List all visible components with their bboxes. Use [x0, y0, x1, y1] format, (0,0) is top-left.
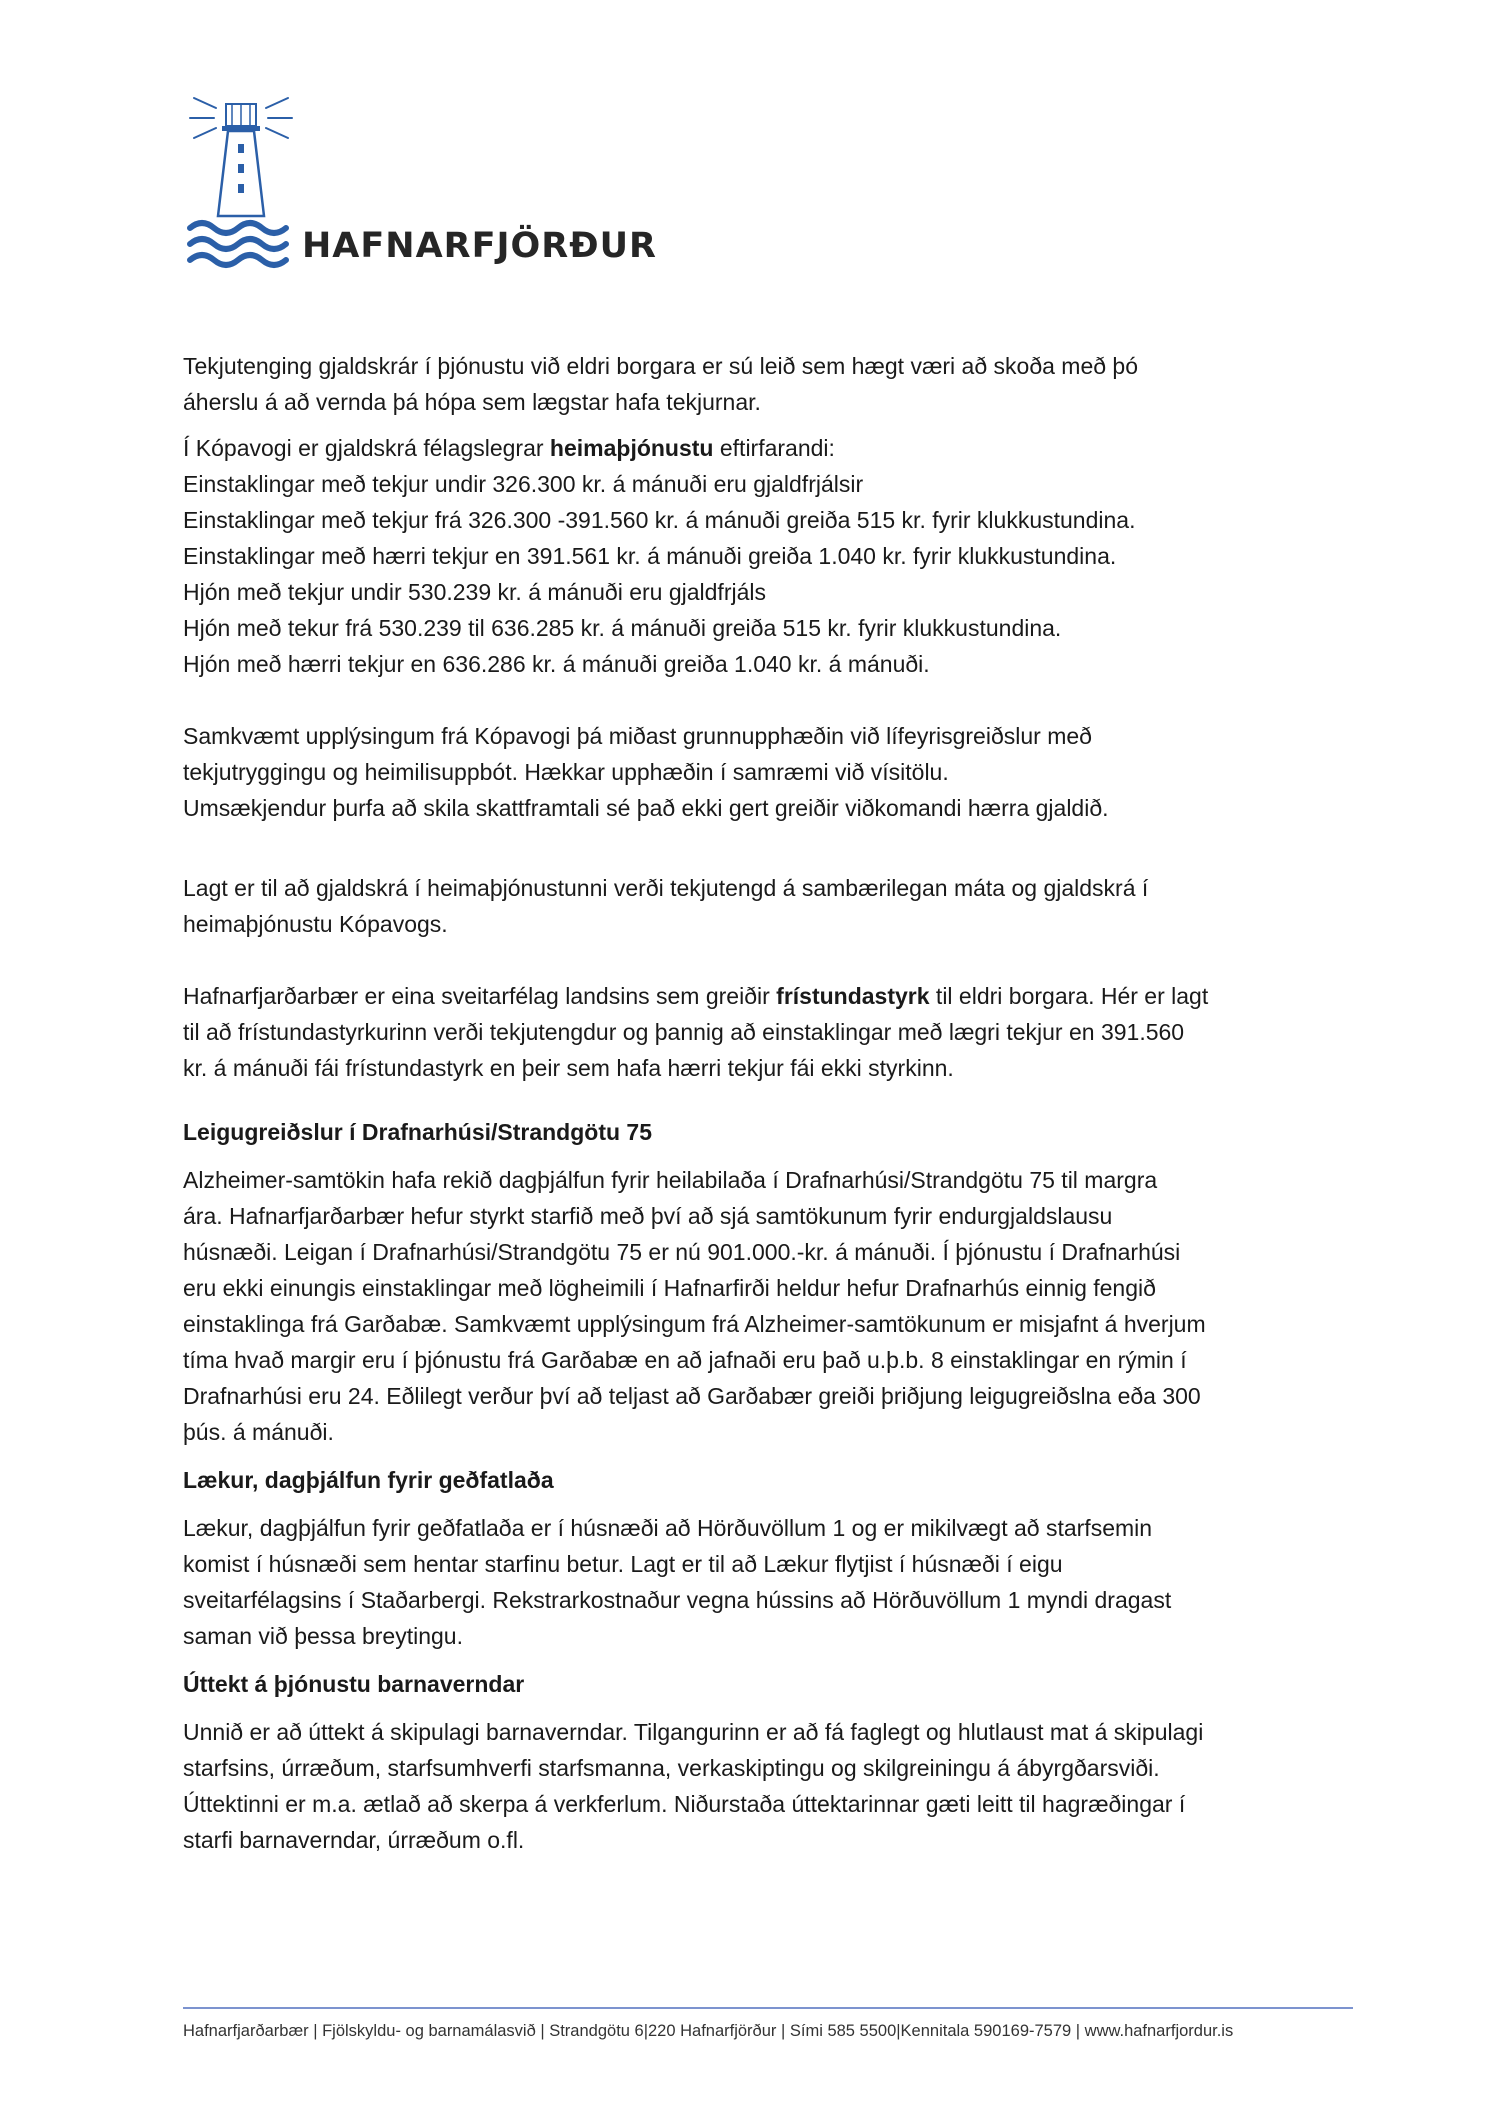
text-line: kr. á mánuði fái frístundastyrk en þeir sem hafa hærri tekjur fái ekki styrkinn. [183, 1055, 954, 1081]
text-line: Samkvæmt upplýsingum frá Kópavogi þá miðast grunnupphæðin við lífeyrisgreiðslur með [183, 723, 1092, 749]
text-line: áherslu á að vernda þá hópa sem lægstar hafa tekjurnar. [183, 389, 761, 415]
page-footer: Hafnarfjarðarbær | Fjölskyldu- og barnamálasvið | Strandgötu 6|220 Hafnarfjörður | Sími 585 5500|Kennitala 590169-7579 | www.hafnarfjordur.is [183, 2022, 1234, 2040]
text-line: Hafnarfjarðarbær er eina sveitarfélag landsins sem greiðir frístundastyrk til eldri borgara. Hér er lagt [183, 983, 1209, 1009]
text-line: Tekjutenging gjaldskrár í þjónustu við eldri borgara er sú leið sem hægt væri að skoða með þó [183, 353, 1139, 379]
kopavogur-fee-paragraph [183, 430, 1333, 682]
logo-wordmark: HAFNARFJÖRÐUR [302, 226, 657, 266]
fee-row: Einstaklingar með tekjur undir 326.300 kr. á mánuði eru gjaldfrjálsir [183, 471, 864, 497]
text-line: Í Kópavogi er gjaldskrá félagslegrar heimaþjónustu eftirfarandi: [183, 435, 835, 461]
text-line: húsnæði. Leigan í Drafnarhúsi/Strandgötu 75 er nú 901.000.-kr. á mánuði. Í þjónustu í Drafnarhúsi [183, 1239, 1181, 1265]
leisure-grant-paragraph [183, 978, 1333, 1086]
section-heading-rent: Leigugreiðslur í Drafnarhúsi/Strandgötu 75 [183, 1119, 653, 1145]
text-line: þús. á mánuði. [183, 1419, 334, 1445]
text-line: Drafnarhúsi eru 24. Eðlilegt verður því að teljast að Garðabær greiði þriðjung leigugreiðslna eða 300 [183, 1383, 1201, 1409]
section-heading-review: Úttekt á þjónustu barnaverndar [183, 1671, 525, 1697]
text-line: saman við þessa breytingu. [183, 1623, 463, 1649]
text-line: starfsins, úrræðum, starfsumhverfi starfsmanna, verkaskiptingu og skilgreiningu á ábyrgðarsviði. [183, 1755, 1160, 1781]
rent-paragraph [183, 1162, 1333, 1450]
text-line: tekjutryggingu og heimilisuppbót. Hækkar upphæðin í samræmi við vísitölu. [183, 759, 949, 785]
fee-row: Hjón með hærri tekjur en 636.286 kr. á mánuði greiða 1.040 kr. á mánuði. [183, 651, 930, 677]
text-line: til að frístundastyrkurinn verði tekjutengdur og þannig að einstaklingar með lægri tekjur en 391.560 [183, 1019, 1185, 1045]
text-line: Unnið er að úttekt á skipulagi barnaverndar. Tilgangurinn er að fá faglegt og hlutlaust mat á skipulagi [183, 1719, 1204, 1745]
fee-row: Einstaklingar með hærri tekjur en 391.561 kr. á mánuði greiða 1.040 kr. fyrir klukkustundina. [183, 543, 1117, 569]
text-line: Lagt er til að gjaldskrá í heimaþjónustunni verði tekjutengd á sambærilegan máta og gjaldskrá í [183, 875, 1149, 901]
text-line: heimaþjónustu Kópavogs. [183, 911, 448, 937]
fee-row: Hjón með tekur frá 530.239 til 636.285 kr. á mánuði greiða 515 kr. fyrir klukkustundina. [183, 615, 1062, 641]
document-body [183, 348, 1333, 1858]
review-paragraph [183, 1714, 1333, 1858]
section-heading-laekur: Lækur, dagþjálfun fyrir geðfatlaða [183, 1467, 554, 1493]
text-line: einstaklinga frá Garðabæ. Samkvæmt upplýsingum frá Alzheimer-samtökunum er misjafnt á hverjum [183, 1311, 1206, 1337]
proposal-paragraph [183, 870, 1333, 942]
lighthouse-icon [186, 96, 296, 276]
fee-row: Einstaklingar með tekjur frá 326.300 -391.560 kr. á mánuði greiða 515 kr. fyrir klukkustundina. [183, 507, 1136, 533]
text-line: Lækur, dagþjálfun fyrir geðfatlaða er í húsnæði að Hörðuvöllum 1 og er mikilvægt að starfsemin [183, 1515, 1153, 1541]
text-line: Úttektinni er m.a. ætlað að skerpa á verkferlum. Niðurstaða úttektarinnar gæti leitt til hagræðingar í [183, 1791, 1186, 1817]
basis-paragraph [183, 718, 1333, 826]
footer-divider [183, 2007, 1353, 2009]
text-line: sveitarfélagsins í Staðarbergi. Rekstrarkostnaður vegna hússins að Hörðuvöllum 1 myndi dragast [183, 1587, 1172, 1613]
text-line: starfi barnaverndar, úrræðum o.fl. [183, 1827, 525, 1853]
hafnarfjordur-logo [186, 96, 676, 276]
text-line: komist í húsnæði sem hentar starfinu betur. Lagt er til að Lækur flytjist í húsnæði í eigu [183, 1551, 1063, 1577]
fee-row: Hjón með tekjur undir 530.239 kr. á mánuði eru gjaldfrjáls [183, 579, 766, 605]
text-line: tíma hvað margir eru í þjónustu frá Garðabæ en að jafnaði eru það u.þ.b. 8 einstaklingar en rýmin í [183, 1347, 1187, 1373]
text-line: eru ekki einungis einstaklingar með lögheimili í Hafnarfirði heldur hefur Drafnarhús einnig fengið [183, 1275, 1156, 1301]
text-line: Alzheimer-samtökin hafa rekið dagþjálfun fyrir heilabilaða í Drafnarhúsi/Strandgötu 75 til margra [183, 1167, 1158, 1193]
text-line: ára. Hafnarfjarðarbær hefur styrkt starfið með því að sjá samtökunum fyrir endurgjaldslausu [183, 1203, 1113, 1229]
intro-paragraph [183, 348, 1333, 420]
laekur-paragraph [183, 1510, 1333, 1654]
text-line: Umsækjendur þurfa að skila skattframtali sé það ekki gert greiðir viðkomandi hærra gjaldið. [183, 795, 1109, 821]
